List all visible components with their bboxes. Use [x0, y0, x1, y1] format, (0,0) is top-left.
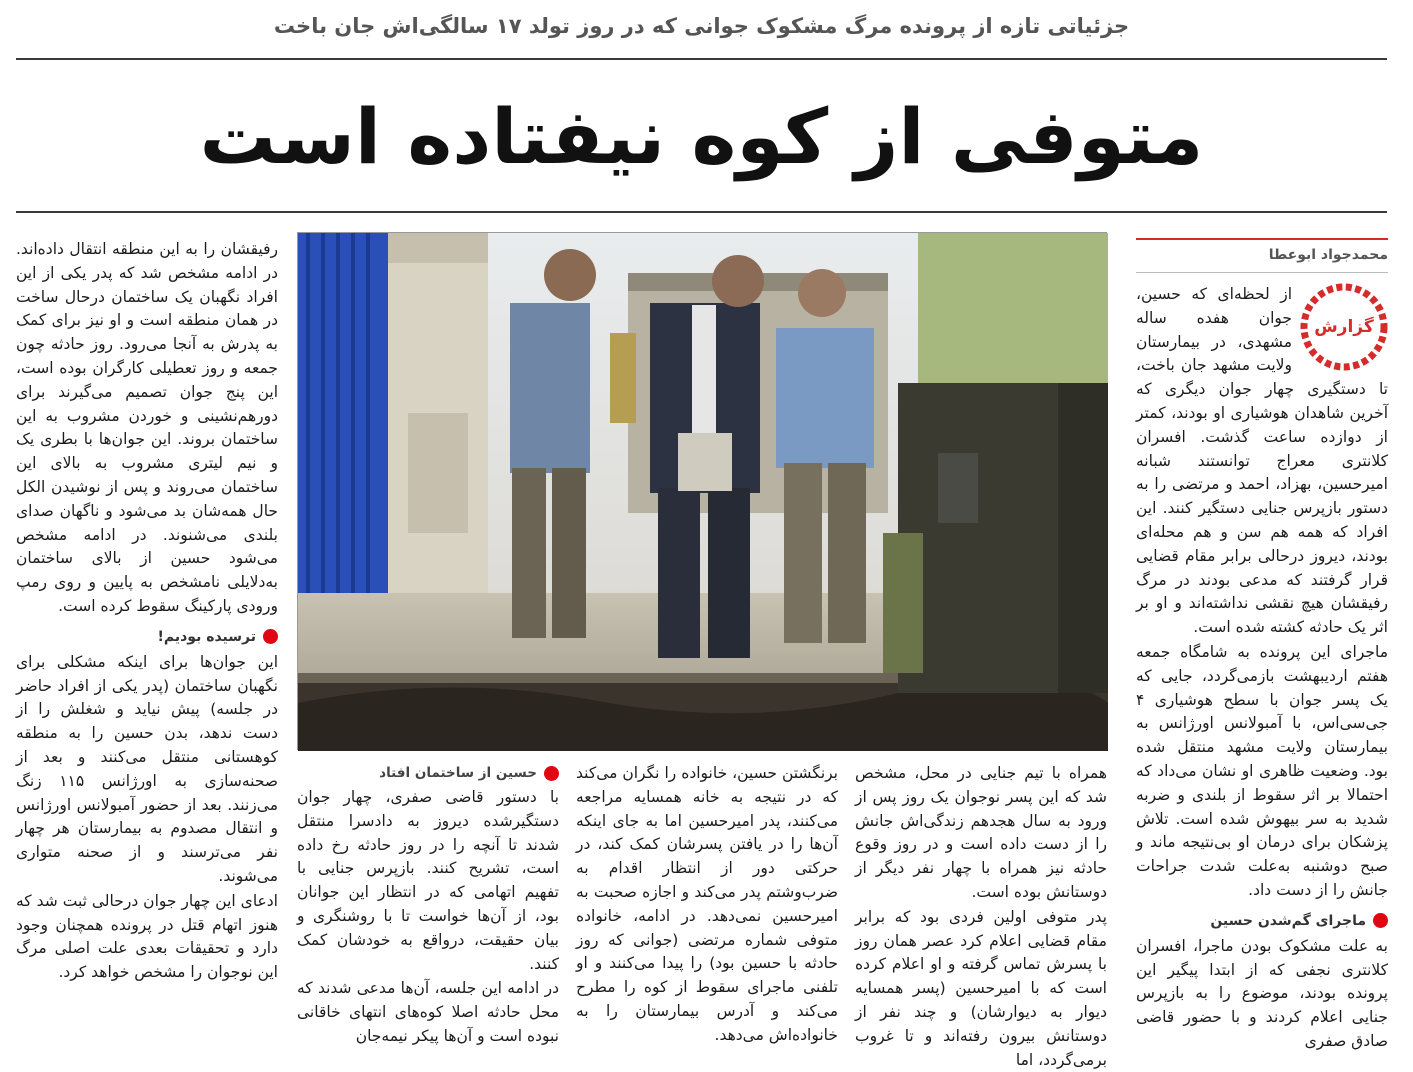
headline: متوفی از کوه نیفتاده است [199, 92, 1204, 181]
paragraph: ادعای این چهار جوان درحالی ثبت شد که هنوز اتهام قتل در پرونده همچنان وجود دارد و تحقیقات بعدی علت اصلی مرگ این نوجوان را مشخص خواهد کرد. [16, 891, 278, 982]
paragraph: پدر متوفی اولین فردی بود که برابر مقام قضایی اعلام کرد عصر همان روز با پسرش تماس گرفته و او اعلام کرده است که با امیرحسین (پسر همسایه دیوار به دیوارشان) و چند نفر از دوستانش بیرون رفته‌اند و تا غروب برمی‌گردد، اما [855, 907, 1107, 1069]
paragraph: ماجرای این پرونده به شامگاه جمعه هفتم اردیبهشت بازمی‌گردد، جایی که یک پسر جوان با سطح هوشیاری ۴ جی‌سی‌اس، با آمبولانس اورژانس به بیمارستان ولایت مشهد منتقل شده بود. وضعیت ظاهری او نشان می‌داد که احتمالا بر اثر سقوط از بلندی و ضربه شدید به سر بیهوش شده است. تلاش پزشکان برای درمان او بی‌نتیجه ماند و صبح دوشنبه به‌علت شدت جراحات جانش را از دست داد. [1136, 642, 1388, 899]
caption-text: حسین از ساختمان افتاد [379, 765, 537, 781]
paragraph: با دستور قاضی صفری، چهار جوان دستگیرشده دیروز به دادسرا منتقل شدند تا آنچه را در روز حادثه رخ داده است، تشریح کنند. بازپرس جنایی با تفهیم اتهامی که در انتظار این جوانان بود، از آن‌ها خواست تا با روشنگری و بیان حقیقت، درواقع به خودشان کمک کنند. [297, 788, 559, 973]
report-badge [1300, 283, 1388, 371]
column-3 [855, 762, 1107, 1069]
paragraph: برنگشتن حسین، خانواده را نگران می‌کند که در نتیجه به خانه همسایه مراجعه می‌کنند، پدر امیرحسین اما به جای اینکه آن‌ها را در یافتن پسرشان کمک کند، در حرکتی دور از انتظار اقدام به ضرب‌وشتم پدر می‌کند و اجازه صحبت به امیرحسین نمی‌دهد. در ادامه، خانواده متوفی شماره مرتضی (جوانی که روز حادثه با حسین بود) را پیدا می‌کنند و او تلفنی ماجرای سقوط از کوه را مطرح می‌کند و آدرس بیمارستان را به خانواده‌اش می‌دهد. [576, 764, 838, 1044]
news-photo [297, 232, 1107, 750]
left-column [16, 238, 278, 1034]
red-dot-icon [263, 629, 278, 644]
photo-illustration [298, 233, 1108, 751]
subheading [16, 627, 278, 647]
section-caption [297, 762, 559, 784]
subheading-text: ماجرای گم‌شدن حسین [1210, 912, 1366, 929]
paragraph: از لحظه‌ای که حسین، جوان هفده ساله مشهدی، در بیمارستان ولایت مشهد جان باخت، تا دستگیری چهار جوان دیگری که آخرین شاهدان هوشیاری او بودند، کمتر از دوازده ساعت گذشت. افسران کلانتری معراج توانستند شبانه امیرحسین، بهزاد، احمد و مرتضی را به دستور بازپرس جنایی دستگیر کنند. این افراد که همه هم سن و هم محله‌ای بودند، دیروز درحالی برابر مقام قضایی قرار گرفتند که مدعی بودند در مرگ رفیقشان هیچ نقشی نداشته‌اند و او بر اثر یک حادثه کشته شده است. [1136, 285, 1388, 637]
badge-label: گزارش [1314, 317, 1374, 337]
top-rule [16, 58, 1387, 60]
paragraph: همراه با تیم جنایی در محل، مشخص شد که این پسر نوجوان یک روز پس از ورود به سال هجدهم زندگی‌اش جانش را از دست داده است و در روز وقوع حادثه نیز همراه با چهار نفر دیگر از دوستانش بوده است. [855, 764, 1107, 901]
subheading-text: ترسیده بودیم! [157, 628, 256, 645]
red-dot-icon [544, 766, 559, 781]
paragraph: رفیقشان را به این منطقه انتقال داده‌اند. در ادامه مشخص شد که پدر یکی از این افراد نگهبان یک ساختمان درحال ساخت در همان منطقه است و او نیز برای کمک به پدرش به آنجا می‌رود. روز حادثه چون جمعه و روز تعطیلی کارگران بوده است، این پنج جوان تصمیم می‌گیرند برای دورهم‌نشینی و خوردن مشروب به این ساختمان بروند. این جوان‌ها با بطری یک و نیم لیتری مشروب به بالای این ساختمان می‌روند و پس از نوشیدن الکل حال همه‌شان بد می‌شود و ناگهان صدای بلندی می‌شنوند. در ادامه مشخص می‌شود حسین از بالای ساختمان به‌دلایلی نامشخص به پایین و روی رمپ ورودی پارکینگ سقوط کرده است. [16, 240, 278, 615]
paragraph: در ادامه این جلسه، آن‌ها مدعی شدند که محل حادثه اصلا کوه‌های انتهای خاقانی نبوده است و آن‌ها پیکر نیمه‌جان [297, 979, 559, 1045]
column-2 [576, 762, 838, 1044]
paragraph: به علت مشکوک بودن ماجرا، افسران کلانتری نجفی که از ابتدا پیگیر این پرونده بودند، موضوع را به بازپرس جنایی اعلام کردند و با حضور قاضی صادق صفری [1136, 936, 1388, 1050]
kicker: جزئیاتی تازه از پرونده مرگ مشکوک جوانی که در روز تولد ۱۷ سالگی‌اش جان باخت [273, 14, 1130, 38]
headline-rule [16, 211, 1387, 213]
byline-block [1136, 238, 1388, 273]
right-column [1136, 238, 1388, 1050]
paragraph: این جوان‌ها برای اینکه مشکلی برای نگهبان ساختمان (پدر یکی از افراد حاضر در جلسه) پیش نیاید و شغلش را از دست ندهد، بدن حسین را به منطقه کوهستانی منتقل می‌کنند و بعد از صحنه‌سازی به اورژانس ۱۱۵ زنگ می‌زنند. بعد از حضور آمبولانس اورژانس و انتقال مصدوم به بیمارستان هر چهار نفر می‌ترسند و از صحنه متواری می‌شوند. [16, 652, 278, 885]
subheading [1136, 911, 1388, 931]
byline: محمدجواد ابوعطا [1136, 244, 1388, 273]
red-dot-icon [1373, 913, 1388, 928]
column-1 [297, 762, 559, 1045]
